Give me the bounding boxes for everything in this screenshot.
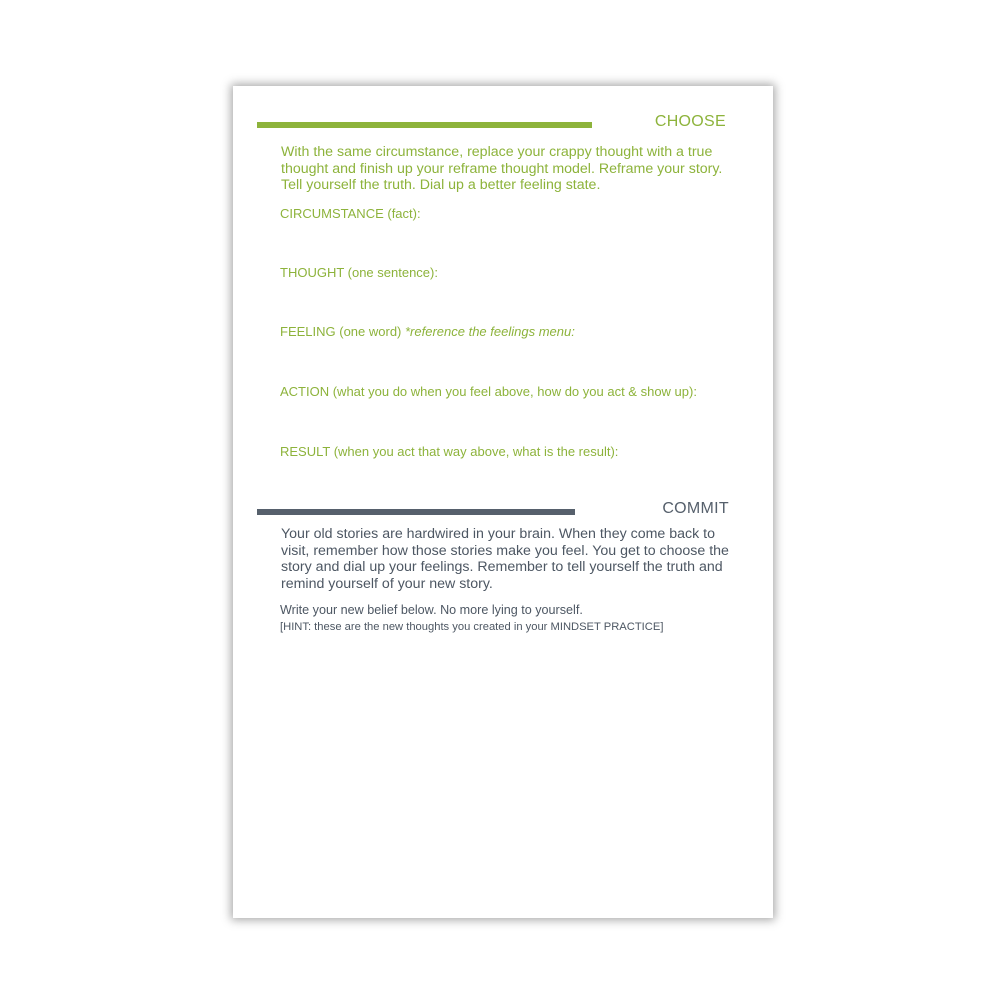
commit-divider [257,509,575,515]
action-label: ACTION (what you do when you feel above, how do you act & show up): [280,384,697,399]
feeling-label-text: FEELING (one word) [280,324,402,339]
worksheet-page [233,86,773,918]
commit-instruction: Write your new belief below. No more lying to yourself. [280,603,583,617]
choose-divider [257,122,592,128]
commit-intro: Your old stories are hardwired in your brain. When they come back to visit, remember how those stories make you feel. You get to choose the story and dial up your feelings. Remember to tell yourself the truth and remind yourself of your new story. [281,526,729,592]
feeling-note: *reference the feelings menu: [405,324,575,339]
circumstance-label: CIRCUMSTANCE (fact): [280,206,421,221]
commit-heading: COMMIT [662,500,729,517]
commit-hint: [HINT: these are the new thoughts you created in your MINDSET PRACTICE] [280,621,664,633]
choose-heading: CHOOSE [654,113,726,130]
thought-label: THOUGHT (one sentence): [280,265,438,280]
choose-intro: With the same circumstance, replace your crappy thought with a true thought and finish up your reframe thought model. Reframe your story. Tell yourself the truth. Dial up a better feeling state. [281,144,723,193]
feeling-label [280,324,575,339]
result-label: RESULT (when you act that way above, what is the result): [280,444,619,459]
